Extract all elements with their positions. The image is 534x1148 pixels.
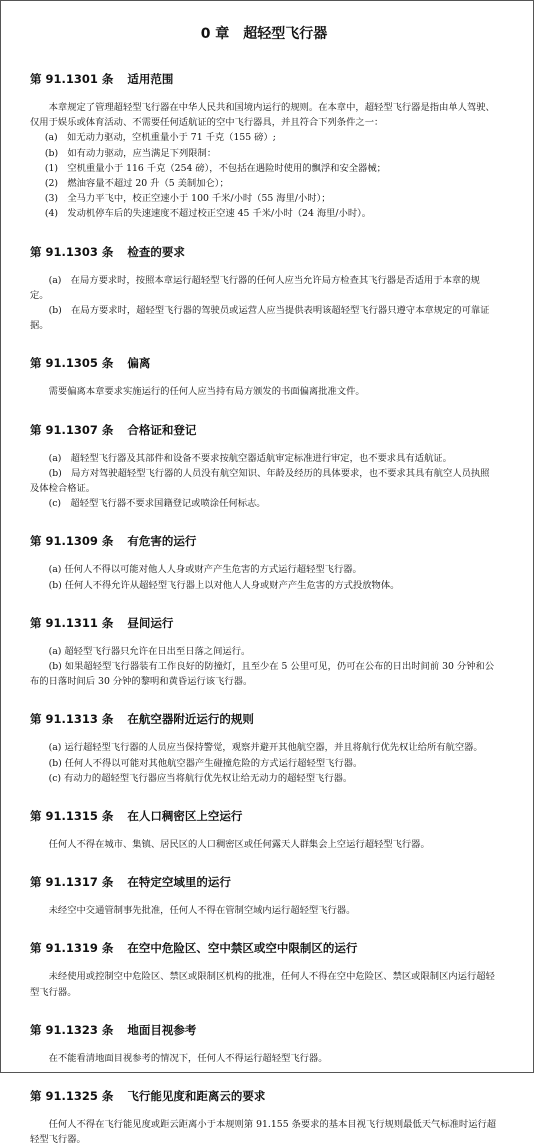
article-heading	[30, 244, 498, 260]
paragraph: 在不能看清地面目视参考的情况下，任何人不得运行超轻型飞行器。	[48, 1052, 328, 1064]
article-section	[30, 808, 498, 852]
article-section	[30, 940, 498, 999]
paragraph: 本章规定了管理超轻型飞行器在中华人民共和国境内运行的规则。在本章中，超轻型飞行器是指由单人驾驶、仅用于娱乐或体育活动、不需要任何适航证的空中飞行器具，并且符合下列条件之一：	[30, 102, 495, 129]
article-title: 在空中危险区、空中禁区或空中限制区的运行	[127, 941, 358, 956]
paragraph: (b) 任何人不得以可能对其他航空器产生碰撞危险的方式运行超轻型飞行器。	[48, 757, 363, 769]
list-item: (a) 如无动力驱动，空机重量小于 71 千克（155 磅）;	[44, 132, 276, 144]
article-title: 在人口稠密区上空运行	[127, 809, 243, 824]
article-heading	[30, 711, 498, 727]
article-heading	[30, 808, 498, 824]
paragraph: (a) 在局方要求时，按照本章运行超轻型飞行器的任何人应当允许局方检查其飞行器是否适用于本章的规定。	[30, 274, 480, 301]
paragraph: (b) 任何人不得允许从超轻型飞行器上以对他人人身或财产产生危害的方式投放物体。	[48, 579, 400, 591]
paragraph: 需要偏离本章要求实施运行的任何人应当持有局方颁发的书面偏离批准文件。	[48, 386, 365, 398]
sections-container	[30, 71, 498, 1148]
article-number: 第 91.1307 条	[30, 422, 114, 437]
paragraph: 未经空中交通管制事先批准，任何人不得在管制空域内运行超轻型飞行器。	[48, 905, 356, 917]
chapter-title: 0 章 超轻型飞行器	[200, 26, 328, 42]
article-heading	[30, 533, 498, 549]
article-section	[30, 71, 498, 222]
article-number: 第 91.1309 条	[30, 534, 114, 549]
paragraph: (a) 超轻型飞行器及其部件和设备不要求按航空器适航审定标准进行审定，也不要求具有适航证。	[48, 452, 452, 464]
paragraph: (b) 局方对驾驶超轻型飞行器的人员没有航空知识、年龄及经历的具体要求，也不要求其具有航空人员执照及体检合格证。	[30, 467, 490, 495]
article-heading	[30, 615, 498, 631]
article-section	[30, 533, 498, 592]
list-item: (1) 空机重量小于 116 千克（254 磅），不包括在遇险时使用的飘浮和安全器械；	[44, 162, 386, 174]
article-number: 第 91.1323 条	[30, 1022, 114, 1037]
article-heading	[30, 874, 498, 890]
article-title: 昼间运行	[127, 615, 174, 630]
article-section	[30, 1088, 498, 1147]
article-title: 适用范围	[127, 72, 174, 86]
article-number: 第 91.1311 条	[30, 615, 114, 630]
article-section	[30, 874, 498, 918]
article-number: 第 91.1301 条	[30, 72, 114, 86]
article-number: 第 91.1315 条	[30, 809, 114, 824]
article-heading	[30, 1088, 498, 1104]
article-heading	[30, 1022, 498, 1038]
article-title: 合格证和登记	[127, 422, 197, 437]
document-page	[30, 0, 498, 1148]
paragraph: (c) 有动力的超轻型飞行器应当将航行优先权让给无动力的超轻型飞行器。	[48, 772, 353, 784]
list-item: (4) 发动机停车后的失速速度不超过校正空速 45 千米/小时（24 海里/小时）。	[44, 208, 372, 220]
article-title: 有危害的运行	[127, 534, 197, 549]
article-heading	[30, 940, 498, 956]
paragraph: 任何人不得在飞行能见度或距云距离小于本规则第 91.155 条要求的基本目视飞行规则最低天气标准时运行超轻型飞行器。	[30, 1119, 497, 1146]
article-section	[30, 1022, 498, 1066]
article-title: 在特定空域里的运行	[127, 875, 231, 890]
article-title: 偏离	[127, 356, 151, 371]
article-heading	[30, 422, 498, 438]
article-heading	[30, 71, 498, 87]
article-title: 飞行能见度和距离云的要求	[127, 1089, 266, 1104]
article-section	[30, 615, 498, 690]
paragraph: (a) 超轻型飞行器只允许在日出至日落之间运行。	[48, 645, 251, 657]
paragraph: 任何人不得在城市、集镇、居民区的人口稠密区或任何露天人群集会上空运行超轻型飞行器。	[48, 839, 430, 851]
article-number: 第 91.1325 条	[30, 1089, 114, 1104]
article-number: 第 91.1319 条	[30, 941, 114, 956]
article-number: 第 91.1305 条	[30, 356, 114, 371]
article-title: 检查的要求	[127, 244, 185, 259]
paragraph: (b) 如果超轻型飞行器装有工作良好的防撞灯，且至少在 5 公里可见，仍可在公布的日出时间前 30 分钟和公布的日落时间后 30 分钟的黎明和黄昏运行该飞行器。	[30, 661, 495, 688]
paragraph: (c) 超轻型飞行器不要求国籍登记或喷涂任何标志。	[48, 498, 266, 510]
article-heading	[30, 355, 498, 371]
article-section	[30, 355, 498, 399]
article-section	[30, 244, 498, 334]
article-section	[30, 711, 498, 786]
article-number: 第 91.1317 条	[30, 875, 114, 890]
paragraph: (a) 运行超轻型飞行器的人员应当保持警觉，观察并避开其他航空器，并且将航行优先权让给所有航空器。	[48, 742, 483, 754]
list-item: (2) 燃油容量不超过 20 升（5 美制加仑）；	[44, 178, 229, 190]
article-number: 第 91.1303 条	[30, 244, 114, 259]
article-title: 在航空器附近运行的规则	[127, 712, 254, 727]
list-item: (b) 如有动力驱动，应当满足下列限制：	[44, 147, 217, 159]
article-title: 地面目视参考	[127, 1022, 197, 1037]
paragraph: 未经使用或控制空中危险区、禁区或限制区机构的批准，任何人不得在空中危险区、禁区或限制区内运行超轻型飞行器。	[30, 971, 495, 998]
paragraph: (a) 任何人不得以可能对他人人身或财产产生危害的方式运行超轻型飞行器。	[48, 564, 362, 576]
list-item: (3) 全马力平飞中，校正空速小于 100 千米/小时（55 海里/小时）；	[44, 193, 331, 205]
paragraph: (b) 在局方要求时，超轻型飞行器的驾驶员或运营人应当提供表明该超轻型飞行器只遵守本章规定的可靠证据。	[30, 305, 490, 332]
article-section	[30, 422, 498, 512]
article-number: 第 91.1313 条	[30, 712, 114, 727]
